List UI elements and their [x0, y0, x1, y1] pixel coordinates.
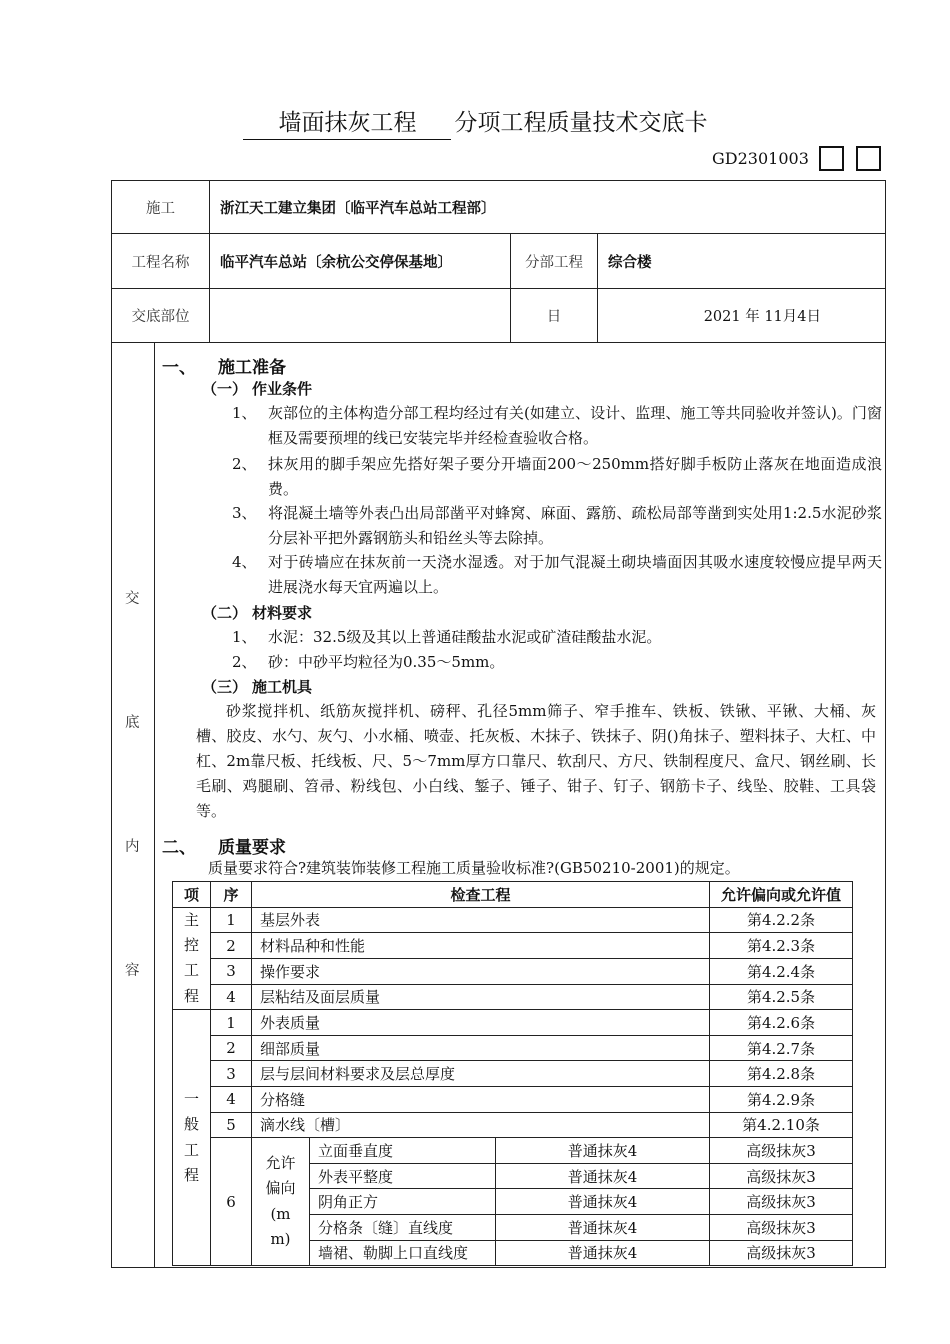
section1-heading: 一、 施工准备	[162, 358, 286, 378]
table-row-item: 操作要求	[252, 958, 710, 984]
sub1-item-4: 4、 对于砖墙应在抹灰前一天浇水湿透。对于加气混凝土砌块墙面因其吸水速度较慢应提早两天进展浇水每天宜两遍以上。	[232, 553, 882, 596]
main-group-label: 主控工程	[173, 907, 211, 1010]
side-char-3: 内	[125, 839, 140, 855]
sub1-item-3: 3、 将混凝土墙等外表凸出局部凿平对蜂窝、麻面、露筋、疏松局部等凿到实处用1:2.5水泥砂浆分层补平把外露钢筋头和铅丝头等去除掉。	[232, 504, 882, 547]
sub3-heading: （三） 施工机具	[202, 678, 313, 696]
location-label: 交底部位	[112, 289, 210, 343]
general-group-label: 一般工程	[173, 1010, 211, 1266]
deviation-high: 高级抹灰3	[710, 1240, 853, 1266]
checkbox-1[interactable]	[819, 146, 844, 171]
table-row-no: 5	[211, 1112, 252, 1138]
header-no: 序	[211, 882, 252, 908]
table-row-item: 外表质量	[252, 1010, 710, 1036]
sub2-item-2: 2、 砂：中砂平均粒径为0.35～5mm。	[232, 653, 505, 671]
table-row-item: 层粘结及面层质量	[252, 984, 710, 1010]
table-row-no: 2	[211, 933, 252, 959]
subproject-label: 分部工程	[511, 234, 598, 289]
table-row-value: 第4.2.8条	[710, 1061, 853, 1087]
header-allowed: 允许偏向或允许值	[710, 882, 853, 908]
code-text: GD2301003	[712, 149, 809, 168]
side-char-1: 交	[125, 591, 140, 607]
table-row-item: 层与层间材料要求及层总厚度	[252, 1061, 710, 1087]
title-rest: 分项工程质量技术交底卡	[454, 110, 708, 136]
deviation-normal: 普通抹灰4	[496, 1240, 710, 1266]
side-char-4: 容	[125, 963, 140, 979]
quality-intro: 质量要求符合?建筑装饰装修工程施工质量验收标准?(GB50210-2001)的规定。	[208, 859, 740, 877]
subproject-value: 综合楼	[598, 234, 886, 289]
deviation-high: 高级抹灰3	[710, 1214, 853, 1240]
table-row-value: 第4.2.9条	[710, 1087, 853, 1113]
sub2-heading: （二） 材料要求	[202, 604, 313, 622]
date-value: 2021 年 11月4日	[598, 289, 886, 343]
table-row-no: 2	[211, 1035, 252, 1061]
project-name-value: 临平汽车总站〔余杭公交停保基地〕	[210, 234, 511, 289]
handover-form	[111, 180, 886, 1268]
project-name-label: 工程名称	[112, 234, 210, 289]
deviation-normal: 普通抹灰4	[496, 1214, 710, 1240]
date-label: 日	[511, 289, 598, 343]
header-check: 检查工程	[252, 882, 710, 908]
table-row-no: 4	[211, 984, 252, 1010]
content-area	[155, 343, 886, 1268]
deviation-no: 6	[211, 1138, 252, 1266]
tools-paragraph: 砂浆搅拌机、纸筋灰搅拌机、磅秤、孔径5mm筛子、窄手推车、铁板、铁锹、平锹、大桶、灰槽、胶皮、水勺、灰勺、小水桶、喷壶、托灰板、木抹子、铁抹子、阴()角抹子、塑料抹子、大杠、中杠、2m靠尺板、托线板、尺、5～7mm厚方口靠尺、软刮尺、方尺、铁制程度尺、盒尺、钢丝刷、长毛刷、鸡腿刷、笤帚、粉线包、小白线、錾子、锤子、钳子、钉子、钢筋卡子、线坠、胶鞋、工具袋等。	[196, 702, 876, 820]
table-row-value: 第4.2.2条	[710, 907, 853, 933]
quality-table	[172, 881, 853, 1266]
table-row-item: 滴水线〔槽〕	[252, 1112, 710, 1138]
document-code	[712, 146, 881, 171]
table-row-value: 第4.2.4条	[710, 958, 853, 984]
deviation-item: 外表平整度	[310, 1163, 496, 1189]
table-row-no: 4	[211, 1087, 252, 1113]
deviation-item: 立面垂直度	[310, 1138, 496, 1164]
table-row-item: 材料品种和性能	[252, 933, 710, 959]
table-row-no: 3	[211, 958, 252, 984]
deviation-normal: 普通抹灰4	[496, 1163, 710, 1189]
title-underlined: 墙面抹灰工程	[243, 104, 451, 140]
sub1-item-1: 1、 灰部位的主体构造分部工程均经过有关(如建立、设计、监理、施工等共同验收并签认)。门窗框及需要预埋的线已安装完毕并经检查验收合格。	[232, 404, 882, 447]
construction-value: 浙江天工建立集团〔临平汽车总站工程部〕	[210, 181, 886, 234]
side-char-2: 底	[125, 715, 140, 731]
table-row-no: 1	[211, 1010, 252, 1036]
deviation-item: 阴角正方	[310, 1189, 496, 1215]
table-row-value: 第4.2.10条	[710, 1112, 853, 1138]
document-title	[0, 104, 950, 140]
sub2-item-1: 1、 水泥：32.5级及其以上普通硅酸盐水泥或矿渣硅酸盐水泥。	[232, 628, 662, 646]
deviation-high: 高级抹灰3	[710, 1138, 853, 1164]
table-row-item: 分格缝	[252, 1087, 710, 1113]
sub1-item-2: 2、 抹灰用的脚手架应先搭好架子要分开墙面200～250mm搭好脚手板防止落灰在地面造成浪费。	[232, 455, 882, 498]
deviation-item: 墙裙、勒脚上口直线度	[310, 1240, 496, 1266]
table-row-item: 细部质量	[252, 1035, 710, 1061]
table-row-value: 第4.2.5条	[710, 984, 853, 1010]
header-item: 项	[173, 882, 211, 908]
deviation-normal: 普通抹灰4	[496, 1189, 710, 1215]
table-row-value: 第4.2.7条	[710, 1035, 853, 1061]
location-value	[210, 289, 511, 343]
table-row-no: 3	[211, 1061, 252, 1087]
table-row-value: 第4.2.6条	[710, 1010, 853, 1036]
construction-label: 施工	[112, 181, 210, 234]
deviation-high: 高级抹灰3	[710, 1189, 853, 1215]
table-row-item: 基层外表	[252, 907, 710, 933]
checkbox-2[interactable]	[856, 146, 881, 171]
deviation-label: 允许偏向(mm)	[252, 1138, 310, 1266]
deviation-high: 高级抹灰3	[710, 1163, 853, 1189]
deviation-normal: 普通抹灰4	[496, 1138, 710, 1164]
section2-heading: 二、 质量要求	[162, 838, 286, 858]
table-row-no: 1	[211, 907, 252, 933]
sub1-heading: （一） 作业条件	[202, 380, 313, 398]
table-row-value: 第4.2.3条	[710, 933, 853, 959]
deviation-item: 分格条〔缝〕直线度	[310, 1214, 496, 1240]
